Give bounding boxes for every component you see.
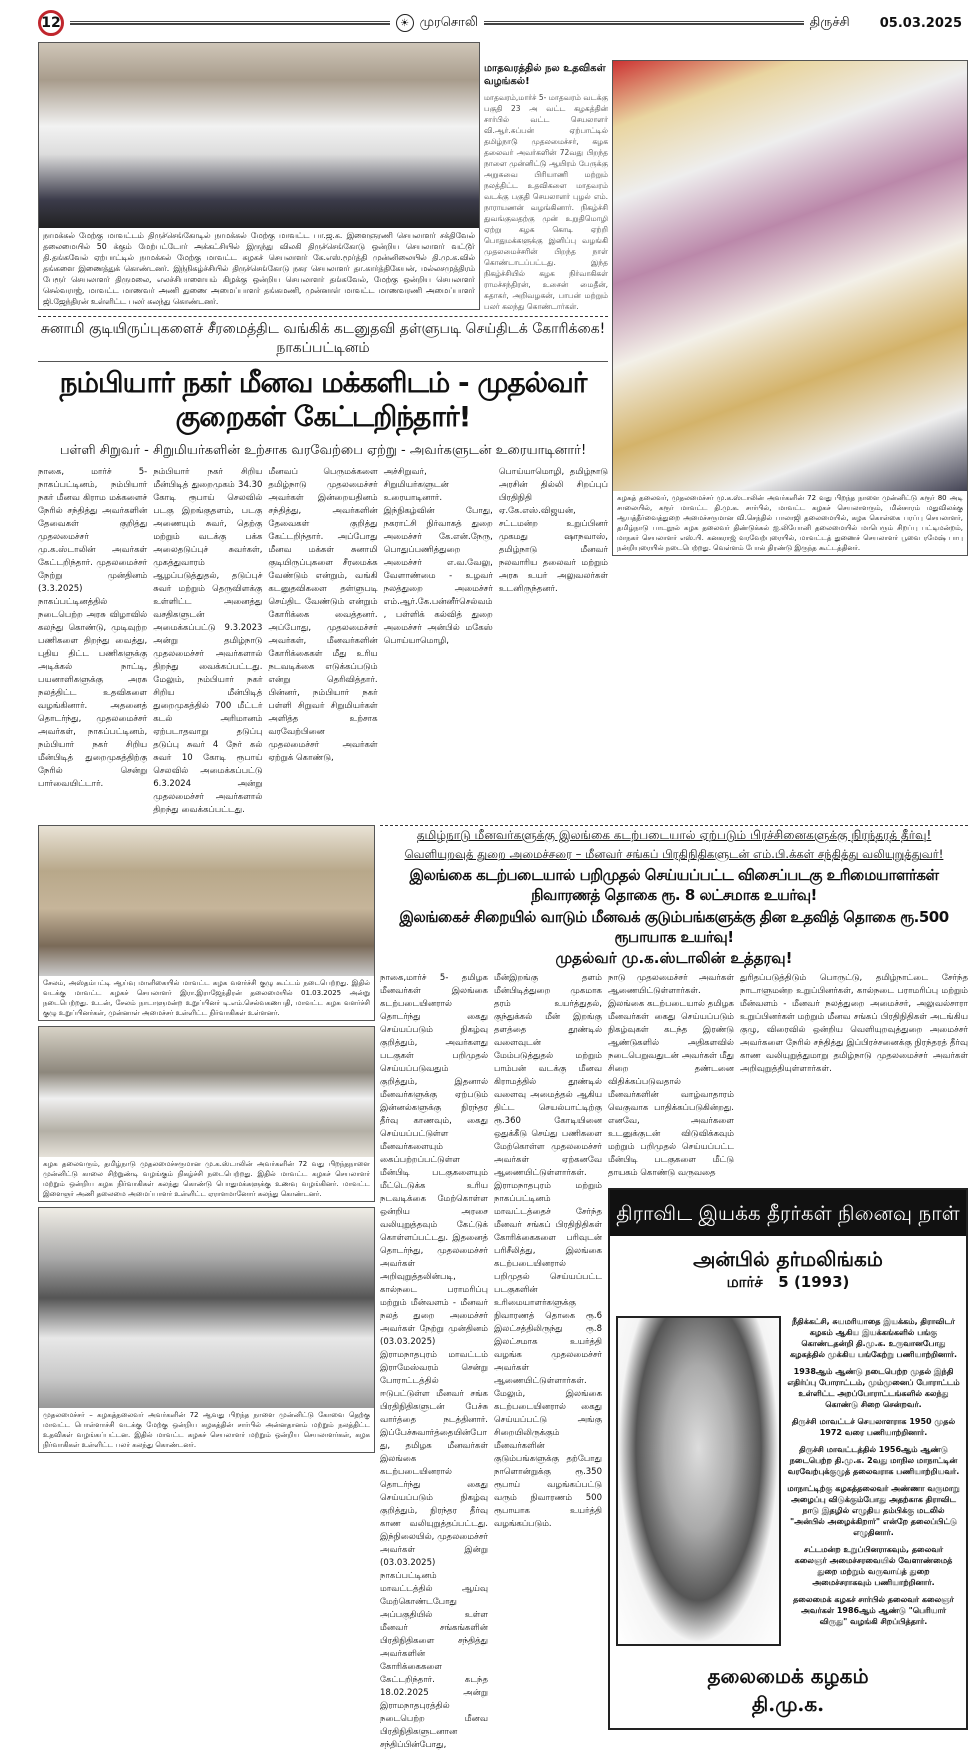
body-column: நம்பியார் நகர் சிறிய மீன்பிடித் துறைமுகம் 34.30 கோடி ரூபாய் செலவில் படகு இறங்குதளம், படகு அணையும் சுவர், தெற்கு மற்றும் வடக்கு பக்க அலைதடுப்புச் சுவர்கள், முகத்துவாரம் ஆழப்படுத்துதல், தடுப்புச் சுவர் மற்றும் தெருவிளக்கு உள்ளிட்ட அனைத்து வசதிகளுடன் அமைக்கப்பட்டு 9.3.2023 அன்று தமிழ்நாடு முதலமைச்சர் அவர்களால் திறந்து வைக்கப்பட்டது. மேலும், நம்பியார் நகர் சிறிய மீன்பிடித் துறைமுகத்தில் 700 மீட்டர் கடல் அரிமானம் ஏற்படாதவாறு தடுப்பு தடுப்பு சுவர் 4 நேர் கல் சுவர் 10 கோடி ரூபாய் செலவில் அமைக்கப்பட்டு 6.3.2024 அன்று முதலமைச்சர் அவர்களால் திறந்து வைக்கப்பட்டது. — [153, 467, 263, 815]
nagai-body — [38, 466, 608, 817]
nagai-kicker: சுனாமி குடியிருப்புகளைச் சீரமைத்திட வங்கிக் கடனுதவி தள்ளுபடி செய்திடக் கோரிக்கை! நாகப்பட்டினம் — [40, 321, 606, 356]
fishermen-byline: முதல்வர் மு.க.ஸ்டாலின் உத்தரவு! — [555, 949, 793, 967]
event-photo — [39, 1027, 374, 1157]
photo-caption: கழகத் தலைவர், முதலமைச்சர் மு.க.ஸ்டாலின் அவர்களின் 72 வது பிறந்த நாளை முன்னிட்டு கரூர் 80 அடி சாலையில், கரூர் மாவட்ட தி.மு.க. சார்பில், மாவட்ட கழகச் செயலாளரும், மின்சாரம் மதுவிலக்கு ஆயத்தீர்வைத்துறை அமைச்சருமான வி.செந்தில் பாலாஜி தலைமையில், கழக கொள்கை பரப்பு செயலாளர், தமிழ்நாடு பாடநூல் கழக தலைவர் திண்டுக்கல் ஐ.லியோனி தலைமையில் மாபெரும் சிறப்பு பட்டிமன்றம், மாநகர் செயலாளர் எஸ்.பி. கனகராஜ் வரவேற்புரையில், மாவட்டத் துணைச் செயலாளர் பூவை ரமேஷ் பாபு நன்றியுரையில் நடைபெற்றது. வெள்ளம் போல் திரண்டு இருந்த கூட்டத்தினர். — [617, 494, 963, 552]
tribute-content — [610, 1292, 966, 1646]
body-column: அச்சிறுவர், சிறுமியர்களுடன் உரையாடினார். இந்நிகழ்வின் போது, நகராட்சி நிர்வாகத் துறை அமைச்சர் கே.என்.நேரு, பொதுப்பணித்துறை அமைச்சர் எ.வ.வேலு, வேளாண்மை - உழவர் நலத்துறை அமைச்சர் எம்.ஆர்.கே.பன்னீர்செல்வம், பள்ளிக் கல்வித் துறை அமைச்சர் அன்பில் மகேஸ் பொய்யாமொழி, — [383, 467, 493, 646]
header-rule — [70, 21, 390, 25]
meeting-photo — [39, 826, 374, 976]
bottom-block — [38, 825, 968, 1752]
tribute-date: மார்ச் 5 (1993) — [726, 1273, 850, 1291]
photo-column — [38, 825, 375, 1453]
fishermen-right-columns — [608, 972, 968, 1180]
tribute-bio — [787, 1316, 960, 1646]
tribute-name: அன்பில் தர்மலிங்கம் — [693, 1247, 883, 1271]
body-column: பொய்யாமொழி, தமிழ்நாடு அரசின் தில்லி சிறப்புப் பிரதிநிதி ஏ.கே.எஸ்.விஜயன், சட்டமன்ற உறுப்பினர் முகமது ஷாநவாஸ், தமிழ்நாடு மீனவர் நலவாரிய தலைவர் மற்றும் அரசு உயர் அலுவலர்கள் உடனிருந்தனர். — [498, 467, 609, 594]
fishermen-kicker-1: தமிழ்நாடு மீனவர்களுக்கு இலங்கை கடற்படையால் ஏற்படும் பிரச்சினைகளுக்கு நிரந்தரத் தீர்வு! — [416, 828, 932, 842]
madhavaram-story — [484, 42, 608, 312]
edition: திருச்சி — [809, 15, 850, 30]
page-number: 12 — [38, 10, 64, 36]
top-block — [38, 42, 968, 817]
paper-name: முரசொலி — [419, 15, 479, 30]
breakfast-photo-story — [38, 1026, 375, 1202]
food-distribution-photo — [39, 1208, 374, 1408]
fishermen-right-area — [608, 972, 968, 1752]
photo-caption: முதலமைச்சர் – கழகத்தலைவர் அவர்களின் 72 ஆவது பிறந்த நாளை முன்னிட்டு கோவை தெற்கு மாவட்ட பொள்ளாச்சி வடக்கு மேற்கு ஒன்றிய கழகத்தின் சார்பில் அன்னதானம் மற்றும் நலத்திட்ட உதவிகள் வழங்கப்பட்டன. இதில் மாவட்ட கழகச் செயலாளர் மற்றும் ஒன்றிய செயலாளர்கள், கழக நிர்வாகிகள் உள்ளிட்ட பலர் கலந்து கொண்டனர். — [43, 1411, 370, 1449]
karur-photo-story — [612, 60, 968, 556]
rising-sun-logo-icon: ☀ — [396, 14, 414, 32]
body-column: மீன்இறங்கு தளம் மீன்பிடித்துறை முகமாக தரம் உயர்த்துதல், குந்துக்கல் மீன் இறங்கு தளத்தை தூண்டில் வளைவுடன் மேம்படுத்துதல் மற்றும் பாம்பன் வடக்கு மீனவ கிராமத்தில் தூண்டில் வளைவு அமைத்தல் ஆகிய திட்ட செயல்பாட்டிற்கு ரூ.360 கோடியினை ஒதுக்கீடு செய்து பணிகளை மேற்கொள்ள முதலமைச்சர் அவர்கள் ஏற்கனவே ஆணையிட்டுள்ளார்கள். இராமநாதபுரம் மற்றும் நாகப்பட்டினம் மாவட்டத்தைச் சேர்ந்த மீனவர் சங்கப் பிரதிநிதிகள் கோரிக்கைகளை பரிவுடன் பரிசீலித்து, இலங்கை கடற்படையினரால் பறிமுதல் செய்யப்பட்ட படகுகளின் உரிமையாளர்களுக்கு நிவாரணத் தொகை ரூ.6 இலட்சத்திலிருந்து ரூ.8 இலட்சமாக உயர்த்தி வழங்க முதலமைச்சர் அவர்கள் ஆணையிட்டுள்ளார்கள். மேலும், இலங்கை கடற்படையினரால் கைது செய்யப்பட்டு அங்கு சிறையிலிருக்கும் மீனவர்களின் குடும்பங்களுக்கு தற்போது நாளொன்றுக்கு ரூ.350 ரூபாய் வழங்கப்பட்டு வரும் நிவாரணம் 500 ரூபாயாக உயர்த்தி வழங்கப்படும். — [494, 973, 602, 1529]
tribute-box — [608, 1188, 968, 1730]
crowd-photo — [613, 61, 967, 491]
body-column: நாகை,மார்ச் 5- தமிழக மீனவர்கள் இலங்கை கடற்படையினரால் தொடர்ந்து கைது செய்யப்படும் நிகழ்வு குறித்தும், அவர்களது படகுகள் பறிமுதல் செய்யப்படுவதும் குறித்தும், இதனால் மீனவர்களுக்கு ஏற்படும் இன்னல்களுக்கு நிரந்தர தீர்வு காணவும், கைது செய்யப்பட்டுள்ள மீனவர்களையும் கைப்பற்றப்பட்டுள்ள மீன்பிடி படகுகளையும் மீட்டெடுக்க உரிய நடவடிக்கை மேற்கொள்ள ஒன்றிய அரசை வலியுறுத்தவும் கேட்டுக் கொள்ளப்பட்டது. இதனைத் தொடர்ந்து, முதலமைச்சர் அவர்கள் அறிவுறுத்தலின்படி, கால்நடை பராமரிப்பு மற்றும் மீன்வளம் - மீனவர் நலத் துறை அமைச்சர் அவர்கள் நேற்று முன்தினம் (03.03.2025) இராமநாதபுரம் மாவட்டம் இராமேஸ்வரம் சென்று போராட்டத்தில் ஈடுபட்டுள்ள மீனவர் சங்க பிரதிநிதிகளுடன் பேச்சு வார்த்தை நடத்தினார். இப்பேச்சுவார்த்தையின்போது, தமிழக மீனவர்கள் இலங்கை கடற்படையினரால் தொடர்ந்து கைது செய்யப்படும் நிகழ்வு குறித்தும், நிரந்தர தீர்வு காண வலியுறுத்தப்பட்டது. இந்நிலையில், முதலமைச்சர் அவர்கள் இன்று (03.03.2025) நாகப்பட்டினம் மாவட்டத்தில் ஆய்வு மேற்கொண்டபோது அப்பகுதியில் உள்ள மீனவர் சங்கங்களின் பிரதிநிதிகளை சந்தித்து அவர்களின் கோரிக்கைகளை கேட்டறிந்தார். கடந்த 18.02.2025 அன்று இராமநாதபுரத்தில் நடைபெற்ற மீனவ பிரதிநிதிகளுடனான சந்திப்பின்போது, — [380, 973, 488, 1750]
group-photo — [39, 43, 479, 228]
body-column: மீனவப் பெருமக்களை தமிழ்நாடு முதலமைச்சர் அவர்கள் இன்றையதினம் சந்தித்து, அவர்களின் தேவைகள் குறித்து கேட்டறிந்தார். அப்போது மீனவ மக்கள் சுனாமி குடியிருப்புகளை சீரமைக்க வேண்டும் என்றும், வங்கி கடனுதவிகளை தள்ளுபடி செய்திட வேண்டும் என்றும் கோரிக்கை வைத்தனர். அப்போது, முதலமைச்சர் அவர்கள், மீனவர்களின் கோரிக்கைகள் மீது உரிய நடவடிக்கை எடுக்கப்படும் என்று தெரிவித்தார். பின்னர், நம்பியார் நகர் பள்ளி சிறுவர் சிறுமியர்கள் அளித்த உற்சாக வரவேற்பினை முதலமைச்சர் அவர்கள் ஏற்றுக் கொண்டு, — [268, 467, 378, 763]
bio-paragraph: நீதிக்கட்சி, சுயமரியாதை இயக்கம், திராவிடர் கழகம் ஆகிய இயக்கங்களில் பங்கு கொண்டதன்றி தி.மு.க. உருவானபோது கழகத்தில் முக்கிய பங்கேற்று பணியாற்றினார். — [789, 1317, 958, 1359]
bio-paragraph: மாநாட்டிற்கு கழகத்தலைவர் அண்ணா வருமாறு அழைப்பு விடுக்கும்போது அதற்காக திராவிட நாடு இதழில் எழுதிய தம்பிக்கு மடலில் "அன்பில் அழைக்கிறார்" என்றே தலைப்பிட்டு எழுதினார். — [787, 1484, 960, 1537]
body-column: துரிதப்படுத்திடும் பொருட்டு, தமிழ்நாட்டை சேர்ந்த நாடாளுமன்ற உறுப்பினர்கள், கால்நடை பராமரிப்பு மற்றும் மீன்வளம் - மீனவர் நலத்துறை அமைச்சர், அலுவல்சாரா உறுப்பினர்கள் மற்றும் மீனவ சங்கப் பிரதிநிதிகள் அடங்கிய குழு, விரைவில் ஒன்றிய வெளியுறவுத்துறை அமைச்சர் அவர்களை நேரில் சந்தித்து இப்பிரச்சனைக்கு நிரந்தரத் தீர்வு காண வலியுறுத்துமாறு தமிழ்நாடு முதலமைச்சர் அவர்கள் அறிவுறுத்தியுள்ளார்கள். — [740, 973, 968, 1074]
tribute-footer-org: தலைமைக் கழகம் — [707, 1664, 869, 1688]
top-stories-row — [38, 42, 608, 312]
photo-caption: கழக தலைவரும், தமிழ்நாடு முதலமைச்சருமான மு.க.ஸ்டாலின் அவர்களின் 72 வது பிறந்தநாளை முன்னிட்டு காலை சிற்றுண்டி வழங்கும் நிகழ்ச்சி நடைபெற்றது. இதில் மாவட்ட கழகச் செயலாளர் மற்றும் ஒன்றிய கழக நிர்வாகிகள் கலந்து கொண்டு பொதுமக்களுக்கு உணவு வழங்கினர். மாவட்ட இளைஞர் அணி தலைமை அமைப்பாளர் உள்ளிட்ட ஏராளமானோர் கலந்து கொண்டனர். — [43, 1160, 370, 1198]
photo-caption: சேலம், அஸ்தம்பட்டி ஆய்வு மாளிகையில் மாவட்ட கழக வளர்ச்சி குழு கூட்டம் நடைபெற்றது. இதில் வடக்கு மாவட்ட கழகச் செயலாளர் இரா.இராஜேந்திரன் தலைமையில் 01.03.2025 அன்று நடைபெற்றது. உடன், சேலம் நாடாளுமன்ற உறுப்பினர் டி.எம்.செல்வகணபதி, மாவட்ட கழக வளர்ச்சி குழு உறுப்பினர்கள், முன்னாள் அமைச்சர் உள்ளிட்ட நிர்வாகிகள் உள்ளனர். — [43, 979, 370, 1017]
page-header — [38, 10, 962, 36]
nagai-headline: நம்பியார் நகர் மீனவ மக்களிடம் - முதல்வர் குறைகள் கேட்டறிந்தார்! — [59, 366, 587, 433]
left-top-column — [38, 42, 608, 817]
bio-paragraph: சட்டமன்ற உறுப்பினராகவும், தலைவர் கலைஞர் அமைச்சரவையில் வேளாண்மைத் துறை மற்றும் வருவாய்த் துறை அமைச்சராகவும் பணியாற்றினார். — [794, 1545, 953, 1587]
bio-paragraph: திருச்சி மாவட்டச் செயலாளராக 1950 முதல் 1972 வரை பணியாற்றினார். — [791, 1417, 956, 1437]
photo-caption: நாமக்கல் மேற்கு மாவட்டம் திருச்செங்கோடில் நாமக்கல் மேற்கு மாவட்ட பா.ஜ.க. இளைஞரணி செயலாளர் சக்திவேல் தலைமையில் 50 க்கும் மேற்பட்டோர் அக்கட்சியில் இருந்து விலகி திருச்செங்கோடு ஒன்றிய செயலாளர் வட்டூர் தி.தங்கவேல் ஏற்பாட்டில் நாமக்கல் மேற்கு மாவட்ட கழகச் செயலாளர் கே.எஸ்.மூர்த்தி முன்னிலையில் தி.மு.க.வில் தங்களை இணைத்துக் கொண்டனர். இந்நிகழ்ச்சியில் திருச்செங்கோடு நகர செயலாளர் தா.கார்த்திகேயன், மல்லசமுத்திரம் பேரூர் செயலாளர் திருமலை, எலச்சிபாளையம் கிழக்கு ஒன்றிய செயலாளர் தங்கவேல், மேற்கு ஒன்றிய செயலாளர் செல்வராஜ், மாவட்ட மாணவர் அணி துணை அமைப்பாளர் தங்கமணி, முன்னாள் மாவட்ட மாணவரணி அமைப்பாளர் ஜி.ஜேந்திரன் உள்ளிட்ட பலர் கலந்து கொண்டனர். — [43, 231, 475, 306]
nagai-subhead: பள்ளி சிறுவர் - சிறுமியர்களின் உற்சாக வரவேற்பை ஏற்று - அவர்களுடன் உரையாடினார்! — [59, 443, 587, 458]
tribute-banner: திராவிட இயக்க தீரர்கள் நினைவு நாள் — [610, 1190, 966, 1236]
bio-paragraph: தலைமைக் கழகச் சார்பில் தலைவர் கலைஞர் அவர்கள் 1986ஆம் ஆண்டு "பெரியார் விருது" வழங்கி சிறப்பித்தார். — [793, 1595, 954, 1626]
tribute-footer-party: தி.மு.க. — [751, 1692, 825, 1716]
story-headline: மாதவரத்தில் நல உதவிகள் வழங்கல்! — [484, 63, 606, 87]
fishermen-headline-1: இலங்கை கடற்படையால் பறிமுதல் செய்யப்பட்ட விசைப்படகு உரிமையாளர்கள் நிவாரணத் தொகை ரூ. 8 லட்சமாக உயர்வு! — [409, 866, 939, 904]
salem-photo-story — [38, 825, 375, 1021]
fishermen-kicker-2: வெளியுறவுத் துறை அமைச்சரை – மீனவர் சங்கப் பிரதிநிதிகளுடன் எம்.பி.க்கள் சந்தித்து வலியுறுத்துவர்! — [404, 847, 944, 861]
fishermen-body — [380, 972, 968, 1752]
body-column: நாடு முதலமைச்சர் அவர்கள் ஆணையிட்டுள்ளார்கள். இலங்கை கடற்படையால் தமிழக மீனவர்கள் கைது செய்யப்படும் நிகழ்வுகள் கடந்த இரண்டு ஆண்டுகளில் அதிகளவில் நடைபெறுவதுடன் அவர்கள் மீது சிறை தண்டனை விதிக்கப்படுவதால் மீனவர்களின் வாழ்வாதாரம் வெகுவாக பாதிக்கப்படுகின்றது. எனவே, அவர்களை உடனுக்குடன் விடுவிக்கவும் மற்றும் பறிமுதல் செய்யப்பட்ட மீன்பிடி படகுகளை மீட்டு தாயகம் கொண்டு வருவதை — [608, 973, 734, 1178]
food-photo-story — [38, 1207, 375, 1453]
portrait-photo — [616, 1316, 781, 1646]
fishermen-headline-2: இலங்கைச் சிறையில் வாடும் மீனவக் குடும்பங்களுக்கு தின உதவித் தொகை ரூ.500 ரூபாயாக உயர்வு! — [399, 908, 949, 946]
story-body: மாதவரம்,மார்ச் 5- மாதவரம் வடக்கு பகுதி 23 அ வட்ட கழகத்தின் சார்பில் வட்ட செயலாளர் வி.ஆர்.சுப்பன் ஏற்பாட்டில் தமிழ்நாடு முதலமைச்சர், கழக தலைவர் அவர்களின் 72வது பிறந்த நாளை முன்னிட்டு ஆயிரம் பேருக்கு அறுசுவை பிரியாணி மற்றும் நலத்திட்ட உதவிகளை மாதவரம் வடக்கு பகுதி செயலாளர் புழல் எம். நாராயணன் வழங்கினார். நிகழ்ச்சி துவங்குவதற்கு முன் உறுதிமொழி ஏற்று கழக கொடி ஏற்றி பொதுமக்களுக்கு இனிப்பு வழங்கி முதலமைச்சரின் பிறந்த நாள் கொண்டாடப்பட்டது. இந்த நிகழ்ச்சியில் கழக நிர்வாகிகள் ராமச்சந்திரன், உசைன் மைதீன், சுதாகர், அறிவழகன், பாபன் மற்றும் பலர் கலந்து கொண்டார்கள். — [484, 93, 608, 311]
bio-paragraph: 1938ஆம் ஆண்டு நடைபெற்ற முதல் இந்தி எதிர்ப்பு போராட்டம், மும்முனைப் போராட்டம் உள்ளிட்ட அறப்போராட்டங்களில் கலந்து கொண்டு சிறை சென்றவர். — [787, 1367, 960, 1409]
header-rule — [484, 21, 804, 25]
news-photo-story — [38, 42, 480, 310]
body-column: நாகை, மார்ச் 5- நாகப்பட்டினம், நம்பியார் நகர் மீனவ கிராம மக்களைச் நேரில் சந்தித்து அவர்களின் தேவைகள் குறித்து முதலமைச்சர் மு.க.ஸ்டாலின் அவர்கள் கேட்டறிந்தார். முதலமைச்சர் நேற்று முன்தினம் (3.3.2025) நாகப்பட்டினத்தில் நடைபெற்ற அரசு விழாவில் கலந்து கொண்டு, முடிவுற்ற பணிகளை திறந்து வைத்து, புதிய திட்ட பணிகளுக்கு அடிக்கல் நாட்டி, பயனாளிகளுக்கு அரசு நலத்திட்ட உதவிகளை வழங்கினார். அதனைத் தொடர்ந்து, முதலமைச்சர் அவர்கள், நாகப்பட்டினம், நம்பியார் நகர் சிறிய மீன்பிடித் துறைமுகத்திற்கு நேரில் சென்று பார்வையிட்டார். — [38, 467, 148, 789]
bio-paragraph: திருச்சி மாவட்டத்தில் 1956ஆம் ஆண்டு நடைபெற்ற தி.மு.க. 2வது மாநில மாநாட்டின் வரவேற்புக்குழுத் தலைவராக பணியாற்றியவர். — [787, 1445, 960, 1476]
fishermen-story — [380, 825, 968, 1752]
date: 05.03.2025 — [879, 15, 962, 31]
